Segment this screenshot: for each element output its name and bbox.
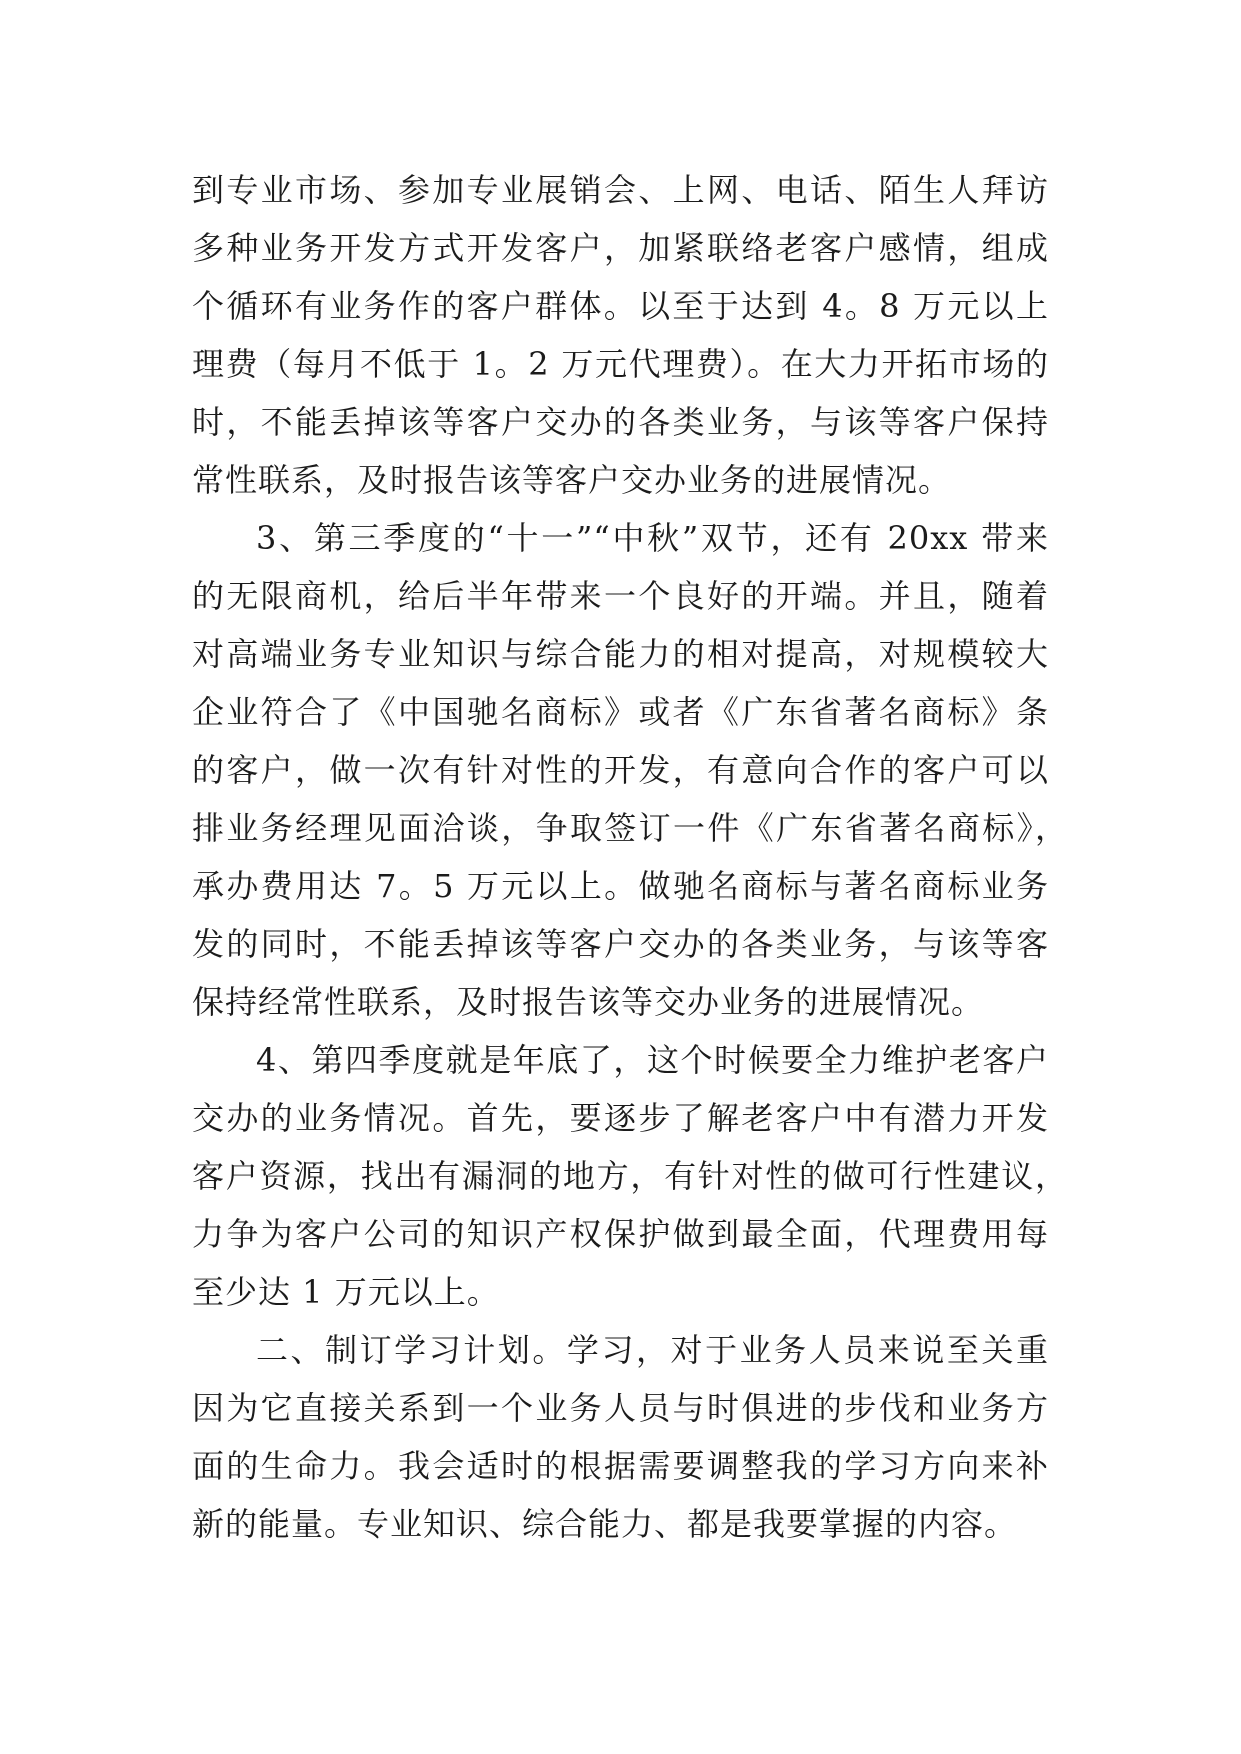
text-line: 到专业市场、参加专业展销会、上网、电话、陌生人拜访 xyxy=(192,171,1049,209)
text-line: 客户资源，找出有漏洞的地方，有针对性的做可行性建议， xyxy=(192,1157,1068,1195)
text-line: 时，不能丢掉该等客户交办的各类业务，与该等客户保持 xyxy=(192,403,1049,441)
text-line: 排业务经理见面洽谈，争取签订一件《广东省著名商标》， xyxy=(192,809,1068,847)
text-line: 3、第三季度的“十一”“中秋”双节，还有 20xx 带来 xyxy=(256,519,1049,557)
text-line: 对高端业务专业知识与综合能力的相对提高，对规模较大 xyxy=(192,635,1049,673)
text-line: 保持经常性联系，及时报告该等交办业务的进展情况。 xyxy=(192,983,985,1021)
paragraph-third-quarter xyxy=(192,509,1068,1031)
text-line: 常性联系，及时报告该等客户交办业务的进展情况。 xyxy=(192,461,952,499)
text-line: 承办费用达 7。5 万元以上。做驰名商标与著名商标业务 xyxy=(192,867,1049,905)
text-line: 个循环有业务作的客户群体。以至于达到 4。8 万元以上 xyxy=(192,287,1049,325)
paragraph-study-plan xyxy=(192,1321,1049,1553)
text-line: 4、第四季度就是年底了，这个时候要全力维护老客户 xyxy=(256,1041,1049,1079)
text-line: 面的生命力。我会适时的根据需要调整我的学习方向来补 xyxy=(192,1447,1049,1485)
text-line: 至少达 1 万元以上。 xyxy=(192,1273,500,1311)
text-line: 的客户，做一次有针对性的开发，有意向合作的客户可以 xyxy=(192,751,1049,789)
document-body xyxy=(192,161,1068,1553)
paragraph-fourth-quarter xyxy=(192,1031,1068,1321)
text-line: 多种业务开发方式开发客户，加紧联络老客户感情，组成 xyxy=(192,229,1049,267)
text-line: 发的同时，不能丢掉该等客户交办的各类业务，与该等客 xyxy=(192,925,1049,963)
text-line: 的无限商机，给后半年带来一个良好的开端。并且，随着 xyxy=(192,577,1049,615)
paragraph-continued xyxy=(192,161,1049,509)
text-line: 理费（每月不低于 1。2 万元代理费）。在大力开拓市场的 xyxy=(192,345,1049,383)
text-line: 力争为客户公司的知识产权保护做到最全面，代理费用每 xyxy=(192,1215,1049,1253)
text-line: 企业符合了《中国驰名商标》或者《广东省著名商标》条 xyxy=(192,693,1049,731)
text-line: 交办的业务情况。首先，要逐步了解老客户中有潜力开发 xyxy=(192,1099,1049,1137)
text-line: 二、制订学习计划。学习，对于业务人员来说至关重 xyxy=(256,1331,1049,1369)
text-line: 因为它直接关系到一个业务人员与时俱进的步伐和业务方 xyxy=(192,1389,1049,1427)
text-line: 新的能量。专业知识、综合能力、都是我要掌握的内容。 xyxy=(192,1505,1018,1543)
